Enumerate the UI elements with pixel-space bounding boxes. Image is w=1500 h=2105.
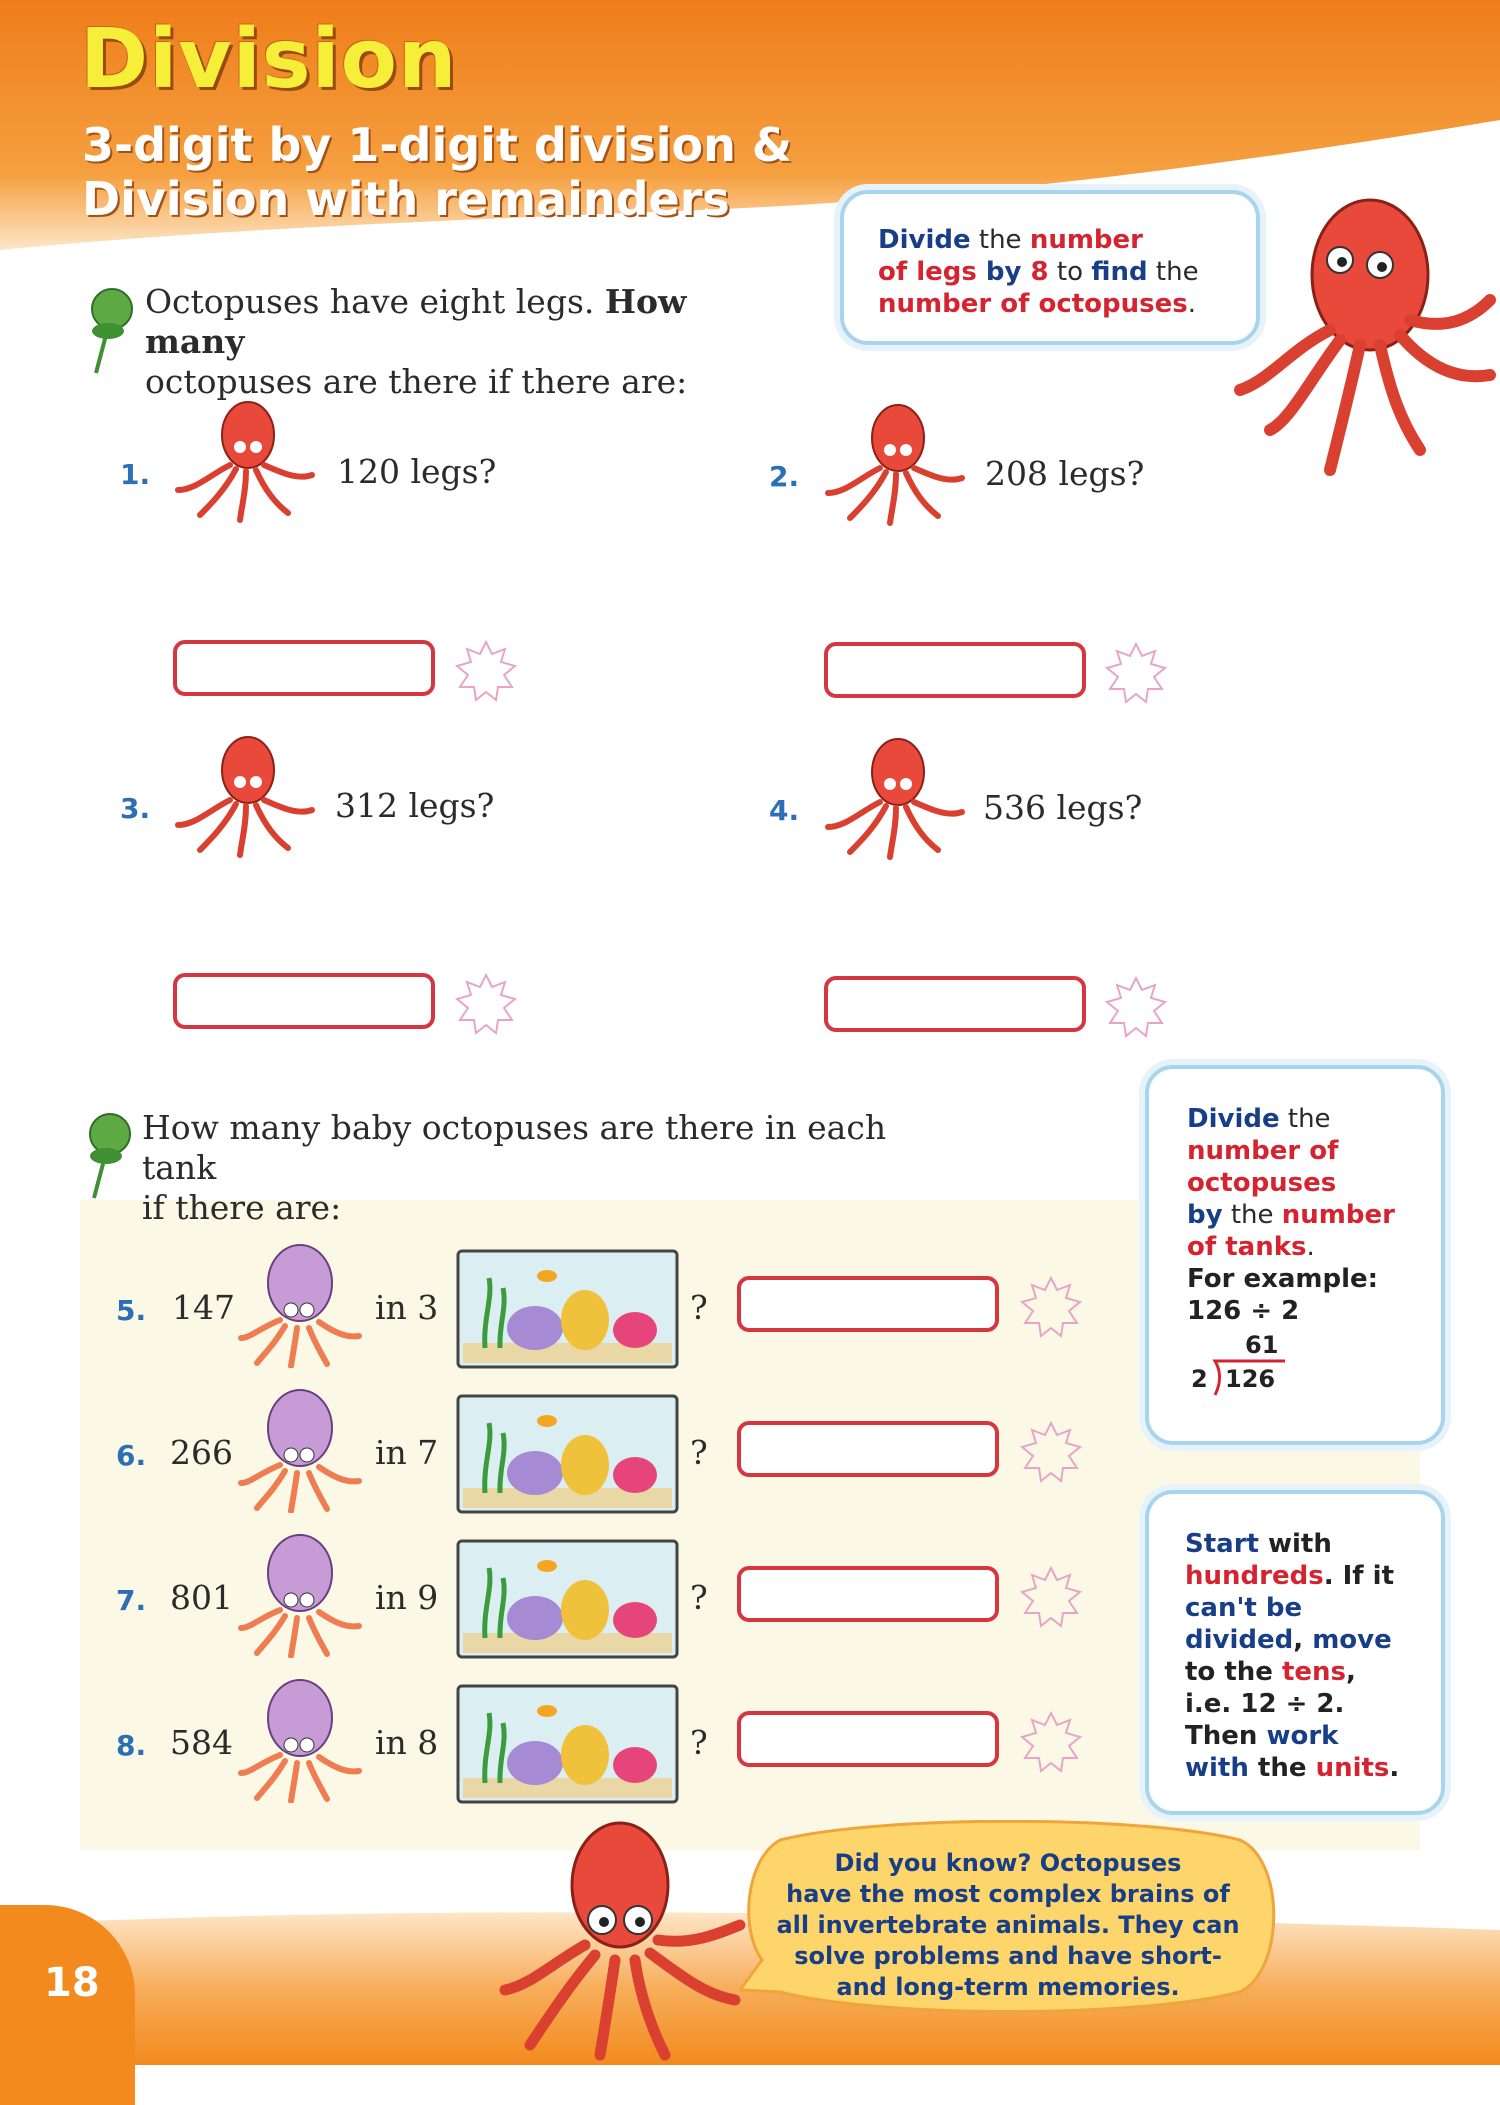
page-subtitle-line2: Division with remainders	[82, 172, 730, 226]
item-number: 7.	[116, 1584, 147, 1617]
tank-exercise-row	[0, 1238, 1120, 1378]
page-title: Division	[80, 12, 458, 107]
star-burst-icon	[455, 640, 517, 702]
octopus-icon	[820, 732, 970, 862]
item-text: 536 legs?	[983, 788, 1143, 827]
item-number: 1.	[120, 458, 151, 491]
octopus-illustration-bottom	[490, 1815, 750, 2063]
tank-count: in 8	[375, 1723, 439, 1762]
item-number: 2.	[769, 460, 800, 493]
octopus-count: 266	[170, 1433, 233, 1472]
star-burst-icon	[1105, 642, 1167, 704]
answer-box[interactable]	[737, 1421, 999, 1477]
baby-octopus-icon	[235, 1528, 365, 1658]
fish-tank-icon	[455, 1248, 680, 1370]
pushpin-icon	[76, 1110, 136, 1200]
octopus-count: 584	[170, 1723, 233, 1762]
star-burst-icon	[1020, 1711, 1082, 1773]
item-number: 5.	[116, 1294, 147, 1327]
tank-count: in 7	[375, 1433, 439, 1472]
item-number: 4.	[769, 794, 800, 827]
baby-octopus-icon	[235, 1673, 365, 1803]
pushpin-icon	[78, 285, 138, 375]
tank-exercise-row	[0, 1383, 1120, 1523]
answer-box[interactable]	[737, 1276, 999, 1332]
fish-tank-icon	[455, 1393, 680, 1515]
fish-tank-icon	[455, 1683, 680, 1805]
octopus-illustration-large	[1230, 180, 1500, 480]
item-text: 208 legs?	[985, 454, 1145, 493]
tank-count: in 3	[375, 1288, 439, 1327]
fish-tank-icon	[455, 1538, 680, 1660]
question-mark: ?	[690, 1723, 708, 1762]
page-number: 18	[44, 1960, 100, 2006]
item-number: 8.	[116, 1729, 147, 1762]
answer-box[interactable]	[824, 976, 1086, 1032]
tank-exercise-row	[0, 1528, 1120, 1668]
answer-box[interactable]	[737, 1711, 999, 1767]
answer-box[interactable]	[173, 973, 435, 1029]
answer-box[interactable]	[824, 642, 1086, 698]
question-mark: ?	[690, 1433, 708, 1472]
star-burst-icon	[1105, 976, 1167, 1038]
baby-octopus-icon	[235, 1238, 365, 1368]
item-number: 6.	[116, 1439, 147, 1472]
star-burst-icon	[1020, 1421, 1082, 1483]
answer-box[interactable]	[737, 1566, 999, 1622]
page-subtitle-line1: 3-digit by 1-digit division &	[82, 118, 792, 172]
hint-box-legs: Divide the number of legs by 8 to find the number of octopuses.	[840, 190, 1260, 345]
tank-exercise-row	[0, 1673, 1120, 1813]
star-burst-icon	[1020, 1566, 1082, 1628]
hint-box-tanks: Divide the number of octopuses by the number of tanks. For example: 126 ÷ 2 61 2 126	[1145, 1065, 1445, 1445]
baby-octopus-icon	[235, 1383, 365, 1513]
question-mark: ?	[690, 1578, 708, 1617]
octopus-icon	[820, 398, 970, 528]
item-number: 3.	[120, 792, 151, 825]
hint-box-method: Start with hundreds. If it can't be divided, move to the tens, i.e. 12 ÷ 2. Then work with the units.	[1145, 1490, 1445, 1815]
octopus-count: 147	[172, 1288, 235, 1327]
long-division-example: 61 2 126	[1187, 1327, 1441, 1397]
tank-count: in 9	[375, 1578, 439, 1617]
answer-box[interactable]	[173, 640, 435, 696]
star-burst-icon	[1020, 1276, 1082, 1338]
question-octopus-legs: Octopuses have eight legs. How many octopuses are there if there are:	[145, 282, 688, 401]
octopus-count: 801	[170, 1578, 233, 1617]
question-baby-octopuses: How many baby octopuses are there in each tank if there are:	[142, 1108, 887, 1227]
fun-fact-text: Did you know? Octopuses have the most complex brains of all invertebrate animals. They can solve problems and have short- and long-term memories.	[776, 1849, 1240, 2001]
item-text: 120 legs?	[337, 452, 497, 491]
star-burst-icon	[455, 973, 517, 1035]
item-text: 312 legs?	[335, 786, 495, 825]
octopus-icon	[170, 730, 320, 860]
question-mark: ?	[690, 1288, 708, 1327]
octopus-icon	[170, 395, 320, 525]
